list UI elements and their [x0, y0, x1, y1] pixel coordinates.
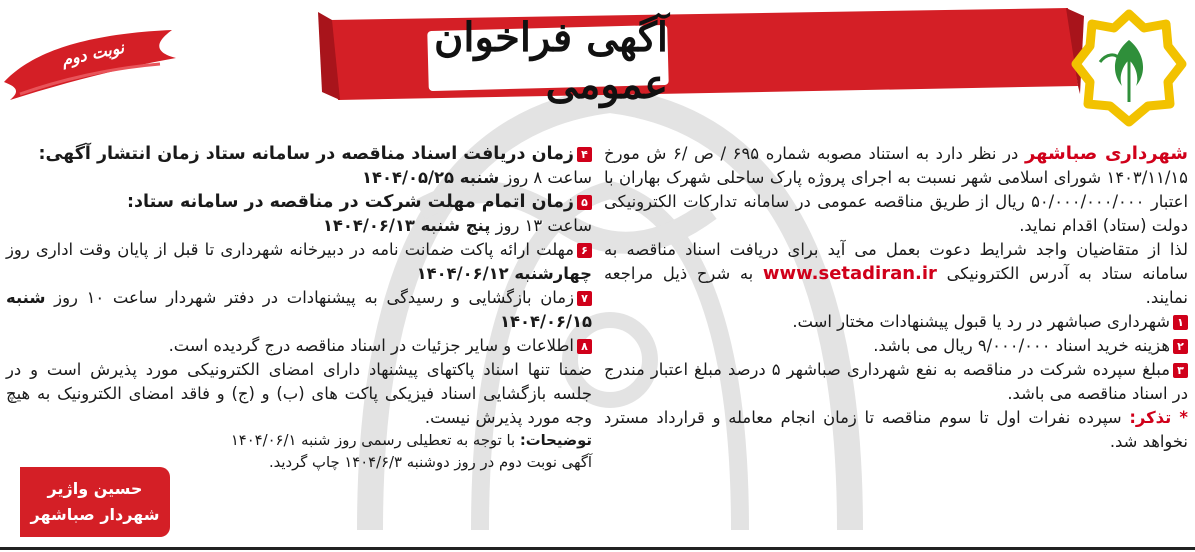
bottom-divider [0, 547, 1195, 550]
condition-text: مبلغ سپرده شرکت در مناقصه به نفع شهرداری صباشهر ۵ درصد مبلغ اعتبار مندرج در اسناد مناقصه می باشد. [604, 360, 1188, 403]
right-column [604, 142, 1188, 454]
item-4-heading [6, 142, 592, 166]
item-number-badge: ۲ [1173, 339, 1188, 354]
item-number-badge: ۳ [1173, 363, 1188, 378]
invitation-text-end: به شرح ذیل مراجعه نمایند. [604, 264, 1188, 307]
condition-item-3 [604, 358, 1188, 406]
round-label: نوبت دوم [59, 37, 126, 70]
setad-url-link[interactable]: www.setadiran.ir [762, 263, 937, 284]
organization-name: شهرداری صباشهر [1024, 143, 1188, 164]
page-title: آگهی فراخوان عمومی [433, 14, 668, 108]
note-text: سپرده نفرات اول تا سوم مناقصه تا زمان انجام معامله و قرارداد مسترد نخواهد شد. [604, 408, 1188, 451]
item-number-badge: ۷ [577, 291, 592, 306]
invitation-text: لذا از متقاضیان واجد شرایط دعوت بعمل می آید برای دریافت اسناد مناقصه به سامانه ستاد به آدرس الکترونیکی [604, 240, 1188, 283]
item-5-time: ساعت ۱۳ روز [490, 216, 592, 235]
item-6-date: چهارشنبه ۱۴۰۴/۰۶/۱۲ [416, 264, 592, 283]
condition-text: هزینه خرید اسناد ۹/۰۰۰/۰۰۰ ریال می باشد. [873, 336, 1170, 355]
item-number-badge: ۸ [577, 339, 592, 354]
item-7-text: زمان بازگشایی و رسیدگی به پیشنهادات در دفتر شهردار ساعت ۱۰ روز [45, 288, 574, 307]
explanation-text: با توجه به تعطیلی رسمی روز شنبه ۱۴۰۴/۰۶/۱ [230, 432, 520, 449]
condition-item-1 [604, 310, 1188, 334]
municipality-logo-icon [1070, 6, 1188, 130]
signature-policy-paragraph: ضمنا تنها اسناد پاکتهای پیشنهاد دارای امضای الکترونیکی مورد پذیرش است و در جلسه بازگشایی اسناد فیزیکی پاکت های (ب) و (ج) و فاقد امضای الکترونیک به هیچ وجه مورد پذیرش نیست. [6, 360, 592, 427]
item-8 [6, 334, 592, 358]
publish-line: آگهی نوبت دوم در روز دوشنبه ۱۴۰۴/۶/۳ چاپ گردید. [268, 454, 592, 471]
condition-item-2 [604, 334, 1188, 358]
item-7-date: شنبه ۱۴۰۴/۰۶/۱۵ [6, 288, 592, 331]
note-label: * تذکر: [1129, 408, 1188, 427]
mayor-title: شهردار صباشهر [30, 505, 160, 524]
item-4-title: زمان دریافت اسناد مناقصه در سامانه ستاد زمان انتشار آگهی: [38, 144, 574, 164]
item-8-text: اطلاعات و سایر جزئیات در اسناد مناقصه درج گردیده است. [168, 336, 574, 355]
item-number-badge: ۱ [1173, 315, 1188, 330]
explanation-label: توضیحات: [519, 432, 592, 449]
item-5-detail [6, 214, 592, 238]
item-5-title: زمان اتمام مهلت شرکت در مناقصه در سامانه ستاد: [127, 192, 574, 212]
intro-paragraph [604, 142, 1188, 238]
explanation-line [6, 430, 592, 452]
item-number-badge: ۵ [577, 195, 592, 210]
item-4-time: ساعت ۸ روز [499, 168, 592, 187]
mayor-name: حسین واژیر [47, 479, 143, 498]
item-number-badge: ۶ [577, 243, 592, 258]
condition-text: شهرداری صباشهر در رد یا قبول پیشنهادات مختار است. [792, 312, 1170, 331]
signature-block [20, 467, 170, 537]
note-paragraph [604, 406, 1188, 454]
item-4-date: شنبه ۱۴۰۴/۰۵/۲۵ [362, 168, 500, 187]
item-7 [6, 286, 592, 334]
item-5-heading [6, 190, 592, 214]
item-4-detail [6, 166, 592, 190]
invitation-paragraph [604, 238, 1188, 310]
item-6 [6, 238, 592, 286]
item-5-date: پنج شنبه ۱۴۰۴/۰۶/۱۳ [322, 216, 491, 235]
item-6-text: مهلت ارائه پاکت ضمانت نامه در دبیرخانه شهرداری تا قبل از پایان وقت اداری روز [6, 240, 574, 259]
intro-text: در نظر دارد به استناد مصوبه شماره ۶۹۵ / ص /۶ ش مورخ ۱۴۰۳/۱۱/۱۵ شورای اسلامی شهر نسبت به اجرای پروژه پارک ساحلی شهرک بهاران با اعتبار ۵۰/۰۰۰/۰۰۰/۰۰۰ ریال از طریق مناقصه عمومی در سامانه تدارکات الکترونیکی دولت (ستاد) اقدام نماید. [604, 144, 1188, 235]
left-column [6, 142, 592, 474]
item-number-badge: ۴ [577, 147, 592, 162]
